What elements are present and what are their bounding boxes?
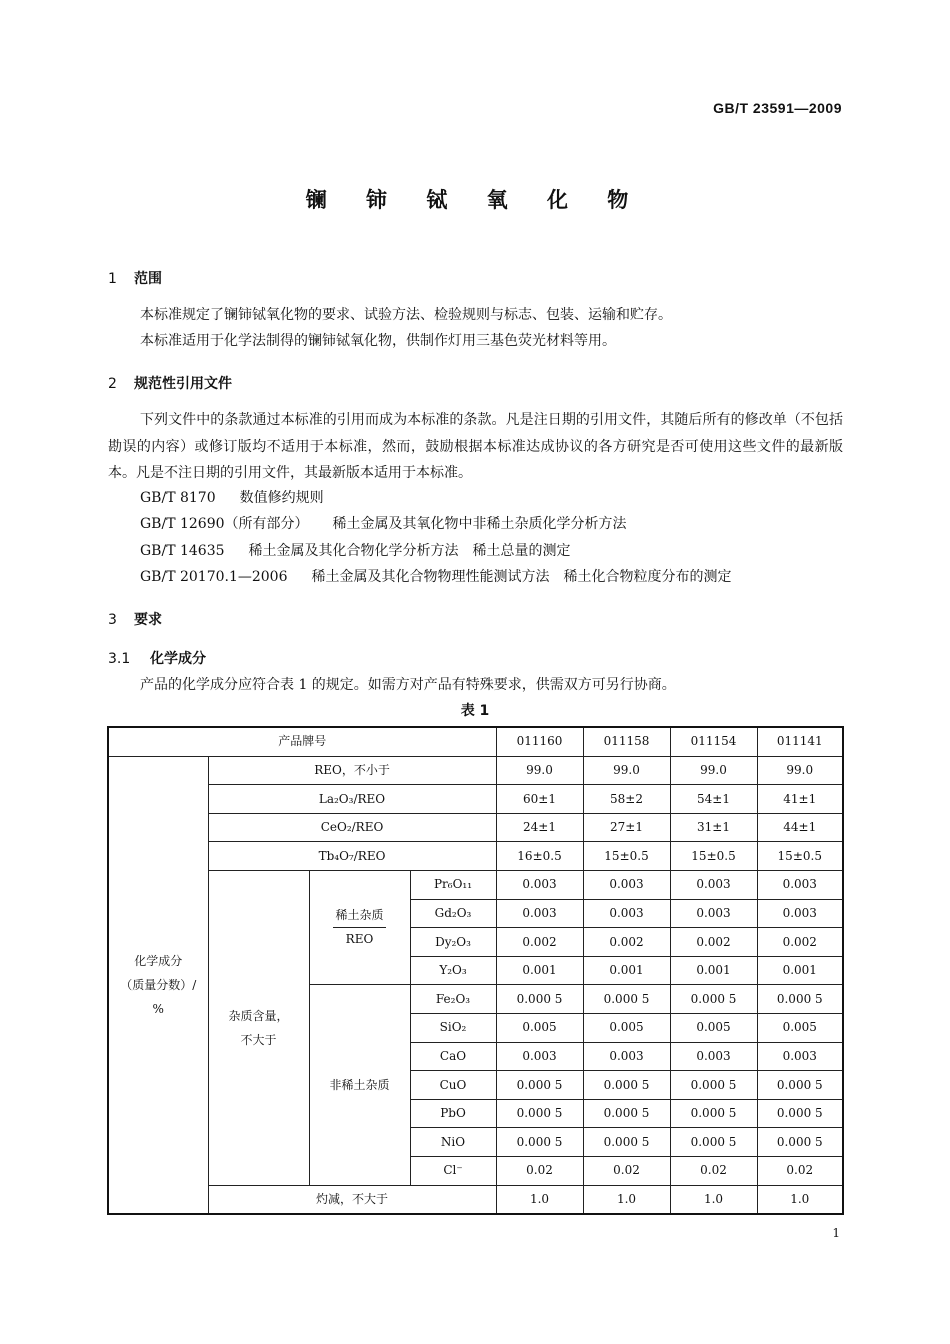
section-title: 规范性引用文件 bbox=[134, 376, 232, 392]
section-1-paragraph-2: 本标准适用于化学法制得的镧铈铽氧化物，供制作灯用三基色荧光材料等用。 bbox=[140, 333, 616, 349]
page-number: 1 bbox=[832, 1226, 840, 1240]
cell-value: 1.0 bbox=[496, 1185, 583, 1214]
row-label: La₂O₃/REO bbox=[208, 785, 496, 814]
cell-value: 0.02 bbox=[583, 1156, 670, 1185]
reference-item bbox=[140, 566, 732, 586]
cell-value: 0.001 bbox=[670, 956, 757, 985]
grade-header: 产品牌号 bbox=[108, 727, 496, 756]
table-row bbox=[108, 785, 843, 814]
cell-value: 0.02 bbox=[496, 1156, 583, 1185]
section-number: 1 bbox=[108, 271, 117, 287]
cell-value: 0.002 bbox=[496, 928, 583, 957]
cell-value: 0.000 5 bbox=[496, 1099, 583, 1128]
cell-value: 0.000 5 bbox=[583, 1128, 670, 1157]
cell-value: 0.000 5 bbox=[670, 985, 757, 1014]
cell-value: 1.0 bbox=[757, 1185, 843, 1214]
row-label: Dy₂O₃ bbox=[410, 928, 496, 957]
cell-value: 24±1 bbox=[496, 813, 583, 842]
section-1-paragraph-1: 本标准规定了镧铈铽氧化物的要求、试验方法、检验规则与标志、包装、运输和贮存。 bbox=[140, 307, 672, 323]
row-label: Pr₆O₁₁ bbox=[410, 870, 496, 899]
row-label: SiO₂ bbox=[410, 1013, 496, 1042]
cell-value: 1.0 bbox=[670, 1185, 757, 1214]
table-caption: 表 1 bbox=[460, 703, 490, 719]
rare-earth-impurity-label bbox=[309, 870, 410, 984]
cell-value: 0.000 5 bbox=[496, 1071, 583, 1100]
row-label: 灼减，不大于 bbox=[208, 1185, 496, 1214]
reference-title: 稀土金属及其化合物化学分析方法 稀土总量的测定 bbox=[248, 543, 571, 559]
non-rare-earth-impurity-label: 非稀土杂质 bbox=[309, 985, 410, 1185]
cell-value: 0.000 5 bbox=[757, 1128, 843, 1157]
cell-value: 0.003 bbox=[757, 899, 843, 928]
impurity-content-label: 杂质含量， 不大于 bbox=[208, 870, 309, 1185]
cell-value: 44±1 bbox=[757, 813, 843, 842]
document-title: 镧 铈 铽 氧 化 物 bbox=[305, 188, 645, 212]
reference-title: 稀土金属及其化合物物理性能测试方法 稀土化合物粒度分布的测定 bbox=[311, 569, 732, 585]
row-label: Y₂O₃ bbox=[410, 956, 496, 985]
row-label: Tb₄O₇/REO bbox=[208, 842, 496, 871]
cell-value: 15±0.5 bbox=[583, 842, 670, 871]
grade-code: 011141 bbox=[757, 727, 843, 756]
table-row bbox=[108, 756, 843, 785]
cell-value: 15±0.5 bbox=[757, 842, 843, 871]
cell-value: 0.005 bbox=[496, 1013, 583, 1042]
cell-value: 0.000 5 bbox=[670, 1099, 757, 1128]
cell-value: 15±0.5 bbox=[670, 842, 757, 871]
cell-value: 27±1 bbox=[583, 813, 670, 842]
reference-item bbox=[140, 487, 324, 507]
cell-value: 60±1 bbox=[496, 785, 583, 814]
cell-value: 0.003 bbox=[583, 899, 670, 928]
row-label: CaO bbox=[410, 1042, 496, 1071]
cell-value: 0.005 bbox=[670, 1013, 757, 1042]
cell-value: 99.0 bbox=[583, 756, 670, 785]
subsection-3-1-paragraph: 产品的化学成分应符合表 1 的规定。如需方对产品有特殊要求，供需双方可另行协商。 bbox=[140, 677, 676, 693]
reference-code: GB/T 14635 bbox=[140, 543, 225, 559]
section-2-heading bbox=[108, 373, 232, 393]
cell-value: 0.005 bbox=[583, 1013, 670, 1042]
cell-value: 0.000 5 bbox=[583, 1071, 670, 1100]
cell-value: 0.001 bbox=[757, 956, 843, 985]
row-label: Fe₂O₃ bbox=[410, 985, 496, 1014]
cell-value: 41±1 bbox=[757, 785, 843, 814]
reference-code: GB/T 8170 bbox=[140, 490, 216, 506]
reference-code: GB/T 20170.1—2006 bbox=[140, 569, 288, 585]
cell-value: 0.003 bbox=[496, 870, 583, 899]
chemical-composition-table bbox=[107, 726, 844, 1215]
cell-value: 0.003 bbox=[496, 899, 583, 928]
cell-value: 0.002 bbox=[670, 928, 757, 957]
cell-value: 99.0 bbox=[757, 756, 843, 785]
cell-value: 0.002 bbox=[757, 928, 843, 957]
grade-code: 011158 bbox=[583, 727, 670, 756]
grade-code: 011160 bbox=[496, 727, 583, 756]
row-label: CuO bbox=[410, 1071, 496, 1100]
subsection-number: 3.1 bbox=[108, 651, 131, 667]
cell-value: 0.003 bbox=[670, 1042, 757, 1071]
fraction-numerator: 稀土杂质 bbox=[333, 907, 385, 928]
reference-item bbox=[140, 513, 627, 533]
section-2-paragraph: 下列文件中的条款通过本标准的引用而成为本标准的条款。凡是注日期的引用文件，其随后所有的修改单（不包括勘误的内容）或修订版均不适用于本标准，然而，鼓励根据本标准达成协议的各方研究是否可使用这些文件的最新版本。凡是不注日期的引用文件，其最新版本适用于本标准。 bbox=[108, 412, 843, 481]
table-row bbox=[108, 1185, 843, 1214]
cell-value: 0.02 bbox=[670, 1156, 757, 1185]
cell-value: 0.002 bbox=[583, 928, 670, 957]
table-row bbox=[108, 813, 843, 842]
cell-value: 58±2 bbox=[583, 785, 670, 814]
cell-value: 0.003 bbox=[757, 1042, 843, 1071]
row-label: Cl⁻ bbox=[410, 1156, 496, 1185]
cell-value: 0.000 5 bbox=[757, 1071, 843, 1100]
cell-value: 0.000 5 bbox=[583, 1099, 670, 1128]
cell-value: 0.000 5 bbox=[496, 985, 583, 1014]
cell-value: 0.003 bbox=[670, 899, 757, 928]
row-label: REO，不小于 bbox=[208, 756, 496, 785]
standard-code: GB/T 23591—2009 bbox=[713, 100, 842, 116]
cell-value: 0.003 bbox=[583, 870, 670, 899]
cell-value: 0.02 bbox=[757, 1156, 843, 1185]
cell-value: 31±1 bbox=[670, 813, 757, 842]
subsection-title: 化学成分 bbox=[150, 651, 206, 667]
row-label: Gd₂O₃ bbox=[410, 899, 496, 928]
cell-value: 16±0.5 bbox=[496, 842, 583, 871]
cell-value: 0.003 bbox=[496, 1042, 583, 1071]
table-header-row bbox=[108, 727, 843, 756]
cell-value: 99.0 bbox=[496, 756, 583, 785]
table-row bbox=[108, 842, 843, 871]
cell-value: 54±1 bbox=[670, 785, 757, 814]
section-3-heading bbox=[108, 609, 162, 629]
cell-value: 0.003 bbox=[583, 1042, 670, 1071]
cell-value: 0.001 bbox=[583, 956, 670, 985]
section-1-heading bbox=[108, 268, 162, 288]
cell-value: 1.0 bbox=[583, 1185, 670, 1214]
cell-value: 0.000 5 bbox=[670, 1071, 757, 1100]
row-label: CeO₂/REO bbox=[208, 813, 496, 842]
cell-value: 0.000 5 bbox=[496, 1128, 583, 1157]
section-number: 2 bbox=[108, 376, 117, 392]
subsection-3-1-heading bbox=[108, 648, 206, 668]
cell-value: 0.000 5 bbox=[583, 985, 670, 1014]
reference-title: 数值修约规则 bbox=[239, 490, 324, 506]
reference-title: 稀土金属及其氧化物中非稀土杂质化学分析方法 bbox=[332, 516, 627, 532]
section-title: 要求 bbox=[134, 612, 162, 628]
cell-value: 0.000 5 bbox=[757, 985, 843, 1014]
row-label: NiO bbox=[410, 1128, 496, 1157]
section-number: 3 bbox=[108, 612, 117, 628]
reference-code: GB/T 12690（所有部分） bbox=[140, 516, 309, 532]
cell-value: 0.001 bbox=[496, 956, 583, 985]
cell-value: 0.000 5 bbox=[670, 1128, 757, 1157]
cell-value: 0.003 bbox=[670, 870, 757, 899]
row-label: PbO bbox=[410, 1099, 496, 1128]
cell-value: 99.0 bbox=[670, 756, 757, 785]
reference-item bbox=[140, 540, 571, 560]
cell-value: 0.005 bbox=[757, 1013, 843, 1042]
composition-group-label: 化学成分 （质量分数）/ % bbox=[108, 756, 208, 1214]
fraction-denominator: REO bbox=[345, 932, 374, 947]
fraction bbox=[333, 907, 385, 948]
section-title: 范围 bbox=[134, 271, 162, 287]
cell-value: 0.000 5 bbox=[757, 1099, 843, 1128]
table-row bbox=[108, 870, 843, 899]
grade-code: 011154 bbox=[670, 727, 757, 756]
cell-value: 0.003 bbox=[757, 870, 843, 899]
